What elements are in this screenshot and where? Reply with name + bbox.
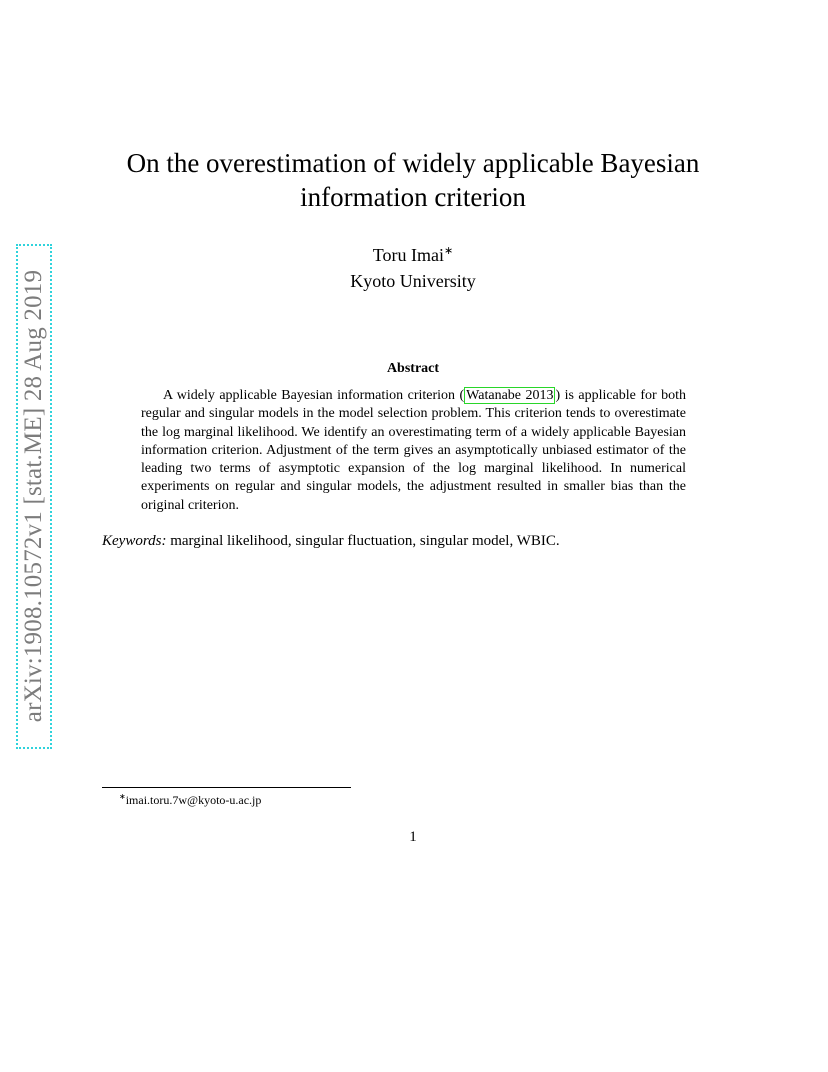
author-affiliation: Kyoto University — [350, 271, 476, 291]
paper-title-line-2: information criterion — [300, 182, 526, 212]
abstract-heading: Abstract — [386, 361, 440, 376]
abstract-text — [141, 387, 686, 515]
author-footnote-mark[interactable]: ∗ — [444, 245, 454, 257]
keywords-text: marginal likelihood, singular fluctuation, singular model, WBIC. — [170, 533, 560, 549]
page-number: 1 — [409, 829, 417, 845]
footnote — [119, 792, 261, 808]
keywords-label: Keywords: — [102, 533, 167, 549]
footnote-rule — [102, 787, 351, 788]
citation-year[interactable]: 2013 — [525, 388, 554, 403]
author-block — [100, 238, 726, 294]
paper-title — [100, 146, 726, 214]
citation-author[interactable]: Watanabe — [466, 388, 521, 403]
paper-title-line-1: On the overestimation of widely applicable Bayesian — [126, 148, 700, 178]
footnote-email: imai.toru.7w@kyoto-u.ac.jp — [125, 793, 262, 807]
author-name: Toru Imai — [372, 245, 444, 265]
keywords-line — [102, 533, 742, 550]
arxiv-identifier[interactable]: arXiv:1908.10572v1 [stat.ME] 28 Aug 2019 — [20, 269, 47, 723]
abstract-text-start: A widely applicable Bayesian information criterion ( — [163, 388, 465, 403]
citation-link[interactable] — [464, 387, 555, 404]
footnote-mark: ∗ — [119, 792, 126, 801]
author-line — [100, 238, 726, 268]
abstract-text-rest: ) is applicable for both regular and singular models in the model selection problem. This criterion tends to overestimate the log marginal likelihood. We identify an overestimating term of a widely applicable Bayesian information criterion. Adjustment of the term gives an asymptotically unbiased estimator of the leading two terms of asymptotic expansion of the log marginal likelihood. In numerical experiments on regular and singular models, the adjustment resulted in smaller bias than the original criterion. — [141, 388, 686, 513]
